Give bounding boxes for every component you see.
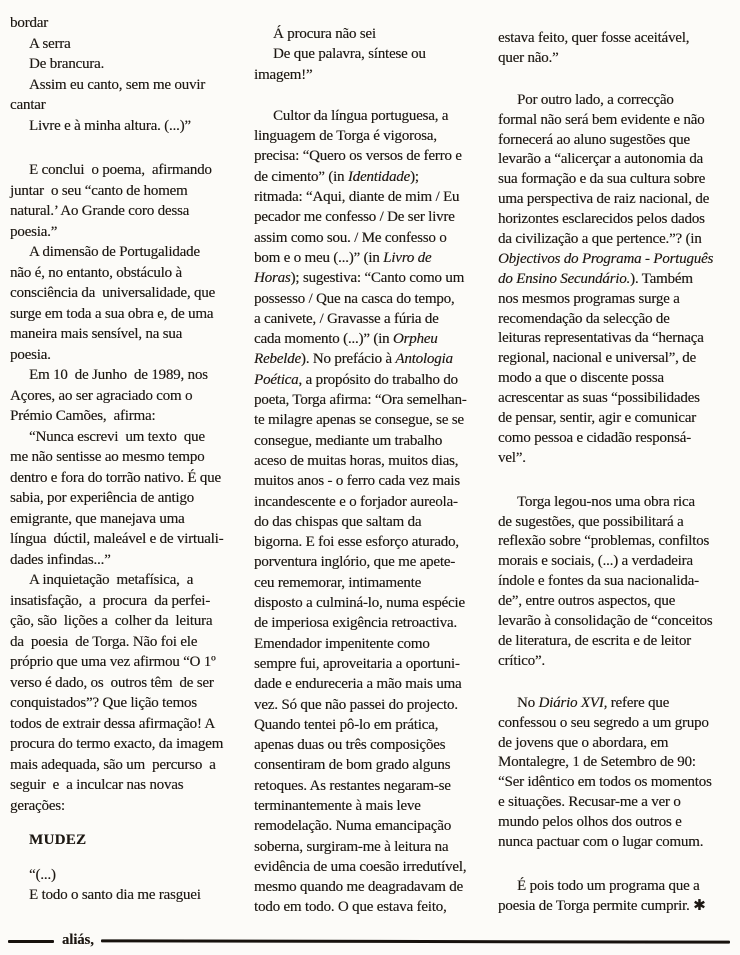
text-run: consegue, mediante um trabalho <box>254 432 443 449</box>
text-line <box>498 329 731 349</box>
text-run: te milagre apenas se consegue, se se <box>254 412 464 429</box>
text-line <box>254 370 487 390</box>
text-run: bigorna. E foi esse esforço aturado, <box>254 534 459 551</box>
text-run: Prémio Camões, afirma: <box>10 408 156 424</box>
text-line <box>10 591 243 612</box>
text-line <box>254 897 487 917</box>
text-line <box>254 349 487 369</box>
text-run: como pessoa e cidadão responsá- <box>498 429 691 446</box>
text-run: E todo o santo dia me rasguei <box>29 887 201 903</box>
text-run: e situações. Recusar-me a ver o <box>498 794 681 811</box>
text-line <box>498 91 731 111</box>
text-run: estava feito, quer fosse aceitável, <box>498 30 690 46</box>
article-columns <box>10 0 731 918</box>
text-line <box>498 389 731 409</box>
text-run: porventura inglório, que me apete- <box>254 554 456 571</box>
text-run: seguir e a inculcar nas novas <box>10 777 184 793</box>
text-run: evidência de uma coesão irredutível, <box>254 858 467 875</box>
text-run: da poesia de Torga. Não foi ele <box>10 633 198 650</box>
text-line <box>498 111 731 131</box>
text-run: Horas <box>254 270 291 287</box>
text-line <box>10 222 243 243</box>
text-line <box>10 775 243 796</box>
text-line <box>498 131 731 151</box>
text-run: Poética <box>254 371 299 388</box>
text-run: ); <box>410 168 419 185</box>
text-line <box>10 652 243 673</box>
text-run: todo em todo. O que estava feito, <box>254 899 447 916</box>
text-run: , refere que <box>603 694 670 711</box>
text-run: ção, são lições a colher da leitura <box>10 613 213 629</box>
text-run: Livro de <box>383 249 432 266</box>
text-line <box>254 24 487 44</box>
text-line <box>254 573 487 593</box>
text-run: bordar <box>10 15 48 31</box>
text-run: E conclui o poema, afirmando <box>29 162 212 178</box>
text-line <box>498 552 731 572</box>
text-line <box>254 451 487 471</box>
text-run: disposto a culminá-lo, numa espécie <box>254 595 465 612</box>
text-run: Emendador impenitente como <box>254 635 430 652</box>
text-run: Cultor da língua portuguesa, a <box>273 107 449 124</box>
text-line <box>254 735 487 755</box>
text-line <box>498 734 731 754</box>
text-run: de literatura, de escrita e de leitor <box>498 632 691 649</box>
text-run: nunca pactuar com o lugar comum. <box>498 833 704 850</box>
text-run: do Ensino Secundário. <box>498 270 631 287</box>
text-run: crítico”. <box>498 652 545 669</box>
text-line <box>254 289 487 309</box>
text-line <box>10 324 243 345</box>
text-line <box>254 471 487 491</box>
text-run: dades infindas...” <box>10 551 111 568</box>
text-line <box>254 410 487 430</box>
text-run: surge em toda a sua obra e, de uma <box>10 305 214 322</box>
text-line <box>254 532 487 552</box>
text-run: É pois todo um programa que a <box>517 877 700 894</box>
text-line <box>254 309 487 329</box>
text-line <box>10 75 243 96</box>
text-line <box>254 695 487 715</box>
text-run: Antologia <box>395 351 453 368</box>
text-line <box>254 877 487 897</box>
text-line <box>498 513 731 533</box>
text-line <box>498 150 731 170</box>
text-run: modo a que o discente possa <box>498 370 664 387</box>
text-run: leituras representativas da “hernaça <box>498 330 704 347</box>
text-run: fornecerá ao aluno sugestões que <box>498 131 690 148</box>
text-line <box>254 431 487 451</box>
text-run: Rebelde <box>254 351 301 368</box>
text-run: reflexão sobre “problemas, confiltos <box>498 533 710 550</box>
footer <box>8 933 730 949</box>
text-line <box>254 228 487 248</box>
text-run: ritmada: “Aqui, diante de mim / Eu <box>254 189 460 206</box>
text-line <box>254 857 487 877</box>
text-run: “(...) <box>29 866 56 883</box>
text-run: Objectivos do Programa - Português <box>498 250 714 267</box>
text-run: dade e endureceria a mão mais uma <box>254 676 462 693</box>
text-run: do das chispas que saltam da <box>254 513 422 530</box>
text-line <box>498 793 731 813</box>
text-line <box>10 673 243 694</box>
text-run: me não sentisse ao mesmo tempo <box>10 449 205 465</box>
text-line <box>254 329 487 349</box>
text-run: levarão à consolidação de “conceitos <box>498 613 713 630</box>
text-line <box>10 570 243 591</box>
text-run: Orpheu <box>392 331 438 348</box>
text-line <box>10 54 243 75</box>
text-line <box>498 773 731 793</box>
text-run: “Nunca escrevi um texto que <box>29 428 205 445</box>
text-run: mesmo quando me deagradavam de <box>254 879 463 896</box>
text-run: linguagem de Torga é vigorosa, <box>254 128 437 145</box>
text-run: recomendação da selecção de <box>498 310 670 327</box>
text-line <box>498 270 731 290</box>
text-line <box>10 263 243 284</box>
text-line <box>10 283 243 304</box>
text-run: verso é dado, os outros têm de ser <box>10 674 214 691</box>
text-run: de jovens que o abordara, em <box>498 734 669 751</box>
text-line <box>498 652 731 672</box>
text-line <box>498 877 731 897</box>
text-line <box>10 796 243 817</box>
footer-rule-right <box>101 939 730 943</box>
text-run: cantar <box>10 97 46 113</box>
text-run: não é, no entanto, obstáculo à <box>10 264 182 281</box>
text-run: todos de extrair dessa afirmação! A <box>10 715 215 732</box>
text-line <box>254 65 487 85</box>
text-line <box>10 386 243 407</box>
text-line <box>10 34 243 55</box>
text-run: vel”. <box>498 449 526 466</box>
text-run: poeta, Torga afirma: “Ora semelhan- <box>254 392 467 409</box>
text-line <box>10 550 243 571</box>
text-line <box>254 106 487 126</box>
text-line <box>498 190 731 210</box>
text-line <box>254 512 487 532</box>
text-line <box>10 468 243 489</box>
text-line <box>10 365 243 386</box>
text-run: Assim eu canto, sem me ouvir <box>29 76 206 93</box>
text-run: formal não será bem evidente e não <box>498 111 705 128</box>
text-run: quer não.” <box>498 49 559 66</box>
text-line <box>10 488 243 509</box>
text-run: morais e sociais, (...) a verdadeira <box>498 553 693 570</box>
text-line <box>10 406 243 427</box>
poem-heading <box>10 830 243 851</box>
text-run: de cimento” (in <box>254 168 348 185</box>
text-line <box>254 654 487 674</box>
text-line <box>498 572 731 592</box>
text-line <box>498 349 731 369</box>
text-line <box>498 429 731 449</box>
footer-label: aliás, <box>62 932 94 948</box>
text-line <box>498 897 731 917</box>
text-run: mundo pelos olhos dos outros e <box>498 814 682 831</box>
text-run: maneira mais sensível, na sua <box>10 326 183 342</box>
text-run: MUDEZ <box>29 832 87 848</box>
text-line <box>254 552 487 572</box>
text-line <box>10 632 243 653</box>
text-line <box>498 29 731 49</box>
text-run: ceu rememorar, intimamente <box>254 574 422 591</box>
text-line <box>498 250 731 270</box>
text-run: ); sugestiva: “Canto como um <box>290 270 465 287</box>
text-line <box>254 674 487 694</box>
text-line <box>498 493 731 513</box>
text-run: No <box>517 694 539 711</box>
text-line <box>10 304 243 325</box>
text-run: soberna, surgiram-me à leitura na <box>254 838 449 855</box>
text-line <box>254 167 487 187</box>
text-run: poesia. <box>10 346 51 363</box>
text-line <box>254 837 487 857</box>
text-line <box>10 755 243 776</box>
text-run: gerações: <box>10 797 65 814</box>
text-run: juntar o seu “canto de homem <box>10 182 188 199</box>
text-line <box>10 693 243 714</box>
text-line <box>10 714 243 735</box>
text-line <box>498 532 731 552</box>
text-line <box>10 116 243 137</box>
text-run: próprio que uma vez afirmou “O 1º <box>10 654 216 670</box>
text-run: De brancura. <box>29 56 105 72</box>
text-run: vez. Só que não passei do projecto. <box>254 696 458 713</box>
text-run: pecador me confesso / De ser livre <box>254 209 455 226</box>
text-run: imagem!” <box>254 66 313 83</box>
text-run: procura do termo exacto, da imagem <box>10 736 224 752</box>
text-run: , a propósito do trabalho do <box>298 371 458 388</box>
text-line <box>254 776 487 796</box>
text-run: natural.’ Ao Grande coro dessa <box>10 203 190 219</box>
text-run: cada momento (...)” (in <box>254 331 393 348</box>
text-line <box>498 230 731 250</box>
text-line <box>254 634 487 654</box>
text-run: Montalegre, 1 de Setembro de 90: <box>498 754 696 771</box>
text-run: conquistados”? Que lição temos <box>10 695 197 711</box>
text-run: poesia.” <box>10 223 58 240</box>
text-run: língua dúctil, maleável e de virtuali- <box>10 531 224 547</box>
text-run: A inquietação metafísica, a <box>29 572 194 588</box>
text-line <box>10 242 243 263</box>
text-run: sempre fui, aproveitaria a oportuni- <box>254 655 460 672</box>
text-line <box>10 529 243 550</box>
text-run: A dimensão de Portugalidade <box>29 244 200 260</box>
text-line <box>10 427 243 448</box>
text-line <box>10 611 243 632</box>
text-run: acrescentar as suas “possibilidades <box>498 390 700 407</box>
text-run: muitos anos - o ferro cada vez mais <box>254 473 460 490</box>
text-column-2 <box>254 0 487 918</box>
text-line <box>254 248 487 268</box>
text-run: Identidade <box>347 168 411 185</box>
text-line <box>498 449 731 469</box>
text-run: de”, entre outros aspectos, que <box>498 593 676 610</box>
text-line <box>498 409 731 429</box>
text-line <box>254 816 487 836</box>
text-line <box>10 447 243 468</box>
footer-rule-left <box>8 940 54 943</box>
text-line <box>254 755 487 775</box>
text-line <box>10 345 243 366</box>
text-line <box>498 310 731 330</box>
text-run: remodelação. Numa emancipação <box>254 818 452 835</box>
text-run: da civilização a que pertence.”? (in <box>498 231 702 248</box>
text-run: incandescente e o forjador aureola- <box>254 493 458 510</box>
text-line <box>10 95 243 116</box>
text-run: sua formação e da sua cultura sobre <box>498 171 706 188</box>
text-line <box>254 796 487 816</box>
text-run: De que palavra, síntese ou <box>273 46 426 63</box>
text-run: consentiram de bom grado alguns <box>254 757 451 774</box>
text-line <box>498 714 731 734</box>
text-run: assim como sou. / Me confesso o <box>254 229 447 246</box>
text-line <box>254 187 487 207</box>
text-run: ). Também <box>630 270 693 287</box>
text-line <box>498 210 731 230</box>
text-run: regional, nacional e universal”, de <box>498 350 696 367</box>
text-line <box>254 126 487 146</box>
text-run: Torga legou-nos uma obra rica <box>517 493 695 510</box>
text-line <box>10 885 243 906</box>
text-run: insatisfação, a procura da perfei- <box>10 592 210 609</box>
text-run: precisa: “Quero os versos de ferro e <box>254 148 462 165</box>
text-run: bom e o meu (...)” (in <box>254 249 384 266</box>
text-line <box>254 613 487 633</box>
text-run: de pensar, sentir, agir e comunicar <box>498 410 696 427</box>
text-run: confessou o seu segredo a um grupo <box>498 714 709 731</box>
text-line <box>498 369 731 389</box>
text-run: Diário XVI <box>538 694 604 711</box>
text-line <box>10 13 243 34</box>
text-line <box>498 290 731 310</box>
text-run: emigrante, que manejava uma <box>10 510 185 527</box>
text-line <box>498 833 731 853</box>
text-run: uma perspectiva de raiz nacional, de <box>498 191 710 208</box>
text-run: Por outro lado, a correcção <box>517 91 674 108</box>
text-run: de sugestões, que possibilitará a <box>498 513 684 530</box>
text-line <box>10 160 243 181</box>
text-run: a canivete, / Gravasse a fúria de <box>254 310 439 327</box>
text-run: Em 10 de Junho de 1989, nos <box>29 367 208 383</box>
text-run: aceso de muitas horas, muitos dias, <box>254 452 459 469</box>
text-line <box>254 715 487 735</box>
text-run: consciência da universalidade, que <box>10 285 215 301</box>
text-run: de imperiosa exigência retroactiva. <box>254 615 457 632</box>
text-line <box>498 592 731 612</box>
text-run: levarão a “alicerçar a autonomia da <box>498 151 703 168</box>
text-line <box>10 734 243 755</box>
text-line <box>254 593 487 613</box>
text-run: sabia, por experiência de antigo <box>10 490 194 506</box>
text-column-1 <box>10 0 243 918</box>
text-line <box>10 201 243 222</box>
text-run: “Ser idêntico em todos os momentos <box>498 774 712 791</box>
text-run: dentro e fora do torrão nativo. É que <box>10 469 221 486</box>
text-run: poesia de Torga permite cumprir. ✱ <box>498 897 706 914</box>
text-line <box>254 492 487 512</box>
text-line <box>254 390 487 410</box>
text-run: A serra <box>29 35 71 52</box>
text-line <box>254 44 487 64</box>
text-run: terminantemente à mais leve <box>254 797 421 814</box>
text-column-3 <box>498 0 731 918</box>
text-run: horizontes esclarecidos pelos dados <box>498 211 705 228</box>
text-run: nos mesmos programas surge a <box>498 290 680 307</box>
text-run: retoques. As restantes negaram-se <box>254 777 451 794</box>
text-line <box>498 694 731 714</box>
text-run: Á procura não sei <box>273 26 376 42</box>
text-line <box>498 612 731 632</box>
text-run: apenas duas ou três composições <box>254 737 446 754</box>
text-line <box>254 146 487 166</box>
text-line <box>10 181 243 202</box>
text-line <box>498 170 731 190</box>
text-line <box>498 49 731 69</box>
text-line <box>498 813 731 833</box>
text-line <box>10 509 243 530</box>
text-run: Livre e à minha altura. (...)” <box>29 117 191 134</box>
text-run: índole e fontes da sua nacionalida- <box>498 573 699 590</box>
text-run: mais adequada, são um percurso a <box>10 756 216 773</box>
text-line <box>10 865 243 886</box>
text-run: possesso / Que na casca do tempo, <box>254 290 455 307</box>
text-line <box>254 207 487 227</box>
text-line <box>498 753 731 773</box>
text-run: ). No prefácio à <box>300 351 396 368</box>
text-line <box>498 632 731 652</box>
text-run: Açores, ao ser agraciado com o <box>10 387 193 404</box>
text-run: Quando tentei pô-lo em prática, <box>254 716 439 733</box>
text-line <box>254 268 487 288</box>
